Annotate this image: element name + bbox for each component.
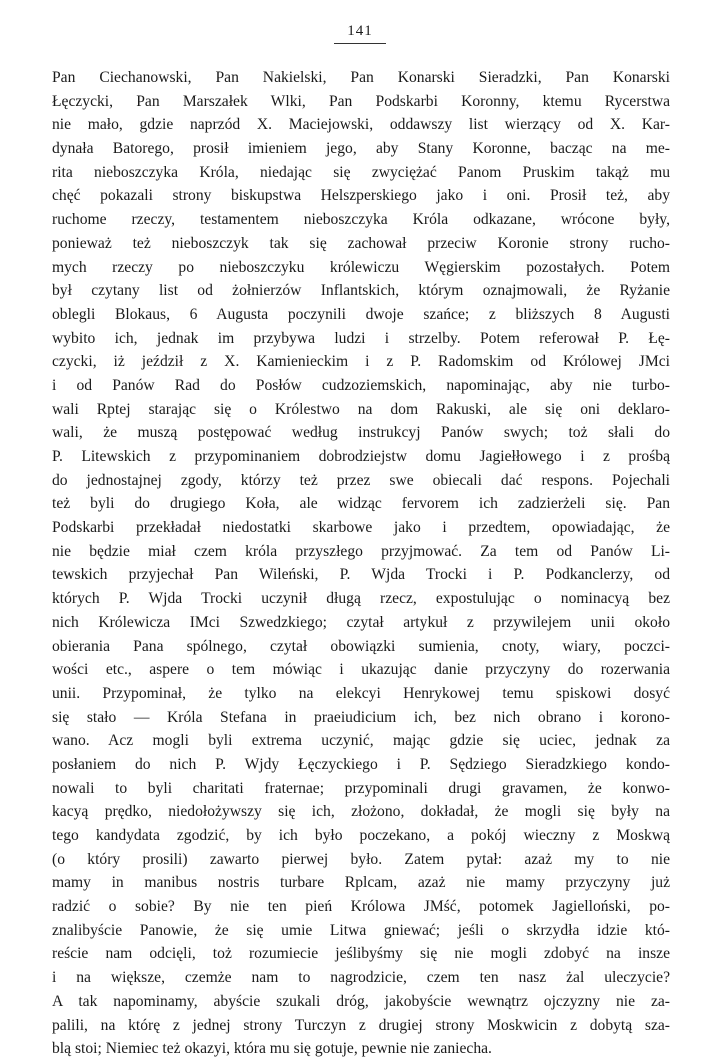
text-line-4: dynała Batorego, prosił imieniem jego, aby Stany Koronne, bacząc na me- xyxy=(52,140,670,158)
text-line-25: obierania Pana spólnego, czytał obowiązki sumienia, cnoty, wiary, poczci- xyxy=(52,637,670,655)
text-line-36: radzić o sobie? By nie ten pień Królowa JMść, potomek Jagielloński, po- xyxy=(52,898,670,916)
text-line-34: (o który prosili) zawarto pierwej było. Zatem pytał: azaż my to nie xyxy=(52,850,670,868)
text-line-22: tewskich przyjechał Pan Wileński, P. Wjda Trocki i P. Podkanclerzy, od xyxy=(52,566,670,584)
text-line-35: mamy in manibus nostris turbare Rplcam, azaż nie mamy przyczyny już xyxy=(52,874,670,892)
text-line-23: których P. Wjda Trocki uczynił długą rzecz, expostulując o nominacyą bez xyxy=(52,590,670,608)
text-line-27: unii. Przypominał, że tylko na elekcyi Henrykowej temu spiskowi dosyć xyxy=(52,684,670,702)
text-line-28: się stało — Króla Stefana in praeiudicium ich, bez nich obrano i korono- xyxy=(52,708,670,726)
header-rule xyxy=(334,43,386,44)
text-line-24: nich Królewicza IMci Szwedzkiego; czytał artykuł z przywilejem unii około xyxy=(52,613,670,631)
text-line-13: czycki, iż jeździł z X. Kamienieckim i z P. Radomskim od Królowej JMci xyxy=(52,353,670,371)
text-line-30: posłaniem do nich P. Wjdy Łęczyckiego i P. Sędziego Sieradzkiego kondo- xyxy=(52,755,670,773)
text-line-38: reście nam odcięli, toż rozumiecie jeślibyśmy się nie mogli zdobyć na insze xyxy=(52,945,670,963)
text-line-7: ruchome rzeczy, testamentem nieboszczyka Króla odkazane, wrócone były, xyxy=(52,211,670,229)
text-line-1: Pan Ciechanowski, Pan Nakielski, Pan Konarski Sieradzki, Pan Konarski xyxy=(52,69,670,86)
text-line-17: P. Litewskich z przypominaniem dobrodziejstw domu Jagiełłowego i z prośbą xyxy=(52,448,670,465)
text-line-19: też byli do drugiego Koła, ale widząc fervorem ich zadzierżeli się. Pan xyxy=(52,495,670,513)
body-text xyxy=(52,66,670,1061)
text-line-14: i od Panów Rad do Posłów cudzoziemskich, napominając, aby nie turbo- xyxy=(52,376,670,394)
text-line-40: A tak napominamy, abyście szukali dróg, jakobyście wewnątrz ojczyzny nie za- xyxy=(52,992,670,1010)
text-line-12: wybito ich, jednak im przybywa ludzi i strzelby. Potem referował P. Łę- xyxy=(52,329,670,347)
text-line-5: rita nieboszczyka Króla, niedając się zwyciężać Panom Pruskim takąż mu xyxy=(52,163,670,181)
text-line-16: wali, że muszą postępować według instrukcyj Panów swych; toż słali do xyxy=(52,424,670,442)
text-line-15: wali Rptej starając się o Królestwo na dom Rakuski, ale się oni deklaro- xyxy=(52,400,670,418)
text-line-9: mych rzeczy po nieboszczyku królewiczu Węgierskim pozostałych. Potem xyxy=(52,258,670,276)
text-line-6: chęć pokazali strony biskupstwa Helszperskiego jako i oni. Prosił też, aby xyxy=(52,187,670,205)
text-line-29: wano. Acz mogli byli extrema uczynić, mając gdzie się uciec, jednak za xyxy=(52,732,670,750)
text-line-10: był czytany list od żołnierzów Inflantskich, którym oznajmowali, że Ryżanie xyxy=(52,282,670,300)
text-line-32: kacyą prędko, niedołożywszy się ich, złożono, dokładał, że mogli się były na xyxy=(52,803,670,821)
text-line-41: palili, na którę z jednej strony Turczyn z drugiej strony Moskwicin z dobytą sza- xyxy=(52,1016,670,1034)
text-line-8: ponieważ też nieboszczyk tak się zachował przeciw Koronie strony rucho- xyxy=(52,234,670,252)
text-line-18: do jednostajnej zgody, którzy też przez swe obiecali dać respons. Pojechali xyxy=(52,471,670,489)
text-line-20: Podskarbi przekładał niedostatki skarbowe jako i przedtem, opowiadając, że xyxy=(52,519,670,537)
text-line-2: Łęczycki, Pan Marszałek Wlki, Pan Podskarbi Koronny, ktemu Rycerstwa xyxy=(52,92,670,110)
page-header xyxy=(0,20,720,44)
text-line-21: nie będzie miał czem króla przyszłego przyjmować. Za tem od Panów Li- xyxy=(52,542,670,560)
text-line-37: znalibyście Panowie, że się umie Litwa gniewać; jeśli o skrzydła idzie któ- xyxy=(52,921,670,939)
text-line-33: tego kandydata zgodzić, by ich było poczekano, a pokój wieczny z Moskwą xyxy=(52,827,670,844)
text-line-3: nie mało, gdzie naprzód X. Maciejowski, oddawszy list wierzący od X. Kar- xyxy=(52,116,670,134)
text-line-11: oblegli Blokaus, 6 Augusta poczynili dwoje szańce; z bliższych 8 Augusti xyxy=(52,305,670,323)
text-line-42: blą stoi; Niemiec też okazyi, która mu się gotuje, pewnie nie zaniecha. xyxy=(52,1040,492,1058)
text-line-26: wości etc., aspere o tem mówiąc i ukazując danie przyczyny do rozerwania xyxy=(52,661,670,679)
page-number: 141 xyxy=(347,23,373,39)
text-line-31: nowali to byli charitati fraternae; przypominali drugi gravamen, że konwo- xyxy=(52,779,670,797)
text-line-39: i na większe, czemże nam to nagrodzicie, czem ten nasz żal uleczycie? xyxy=(52,969,670,987)
